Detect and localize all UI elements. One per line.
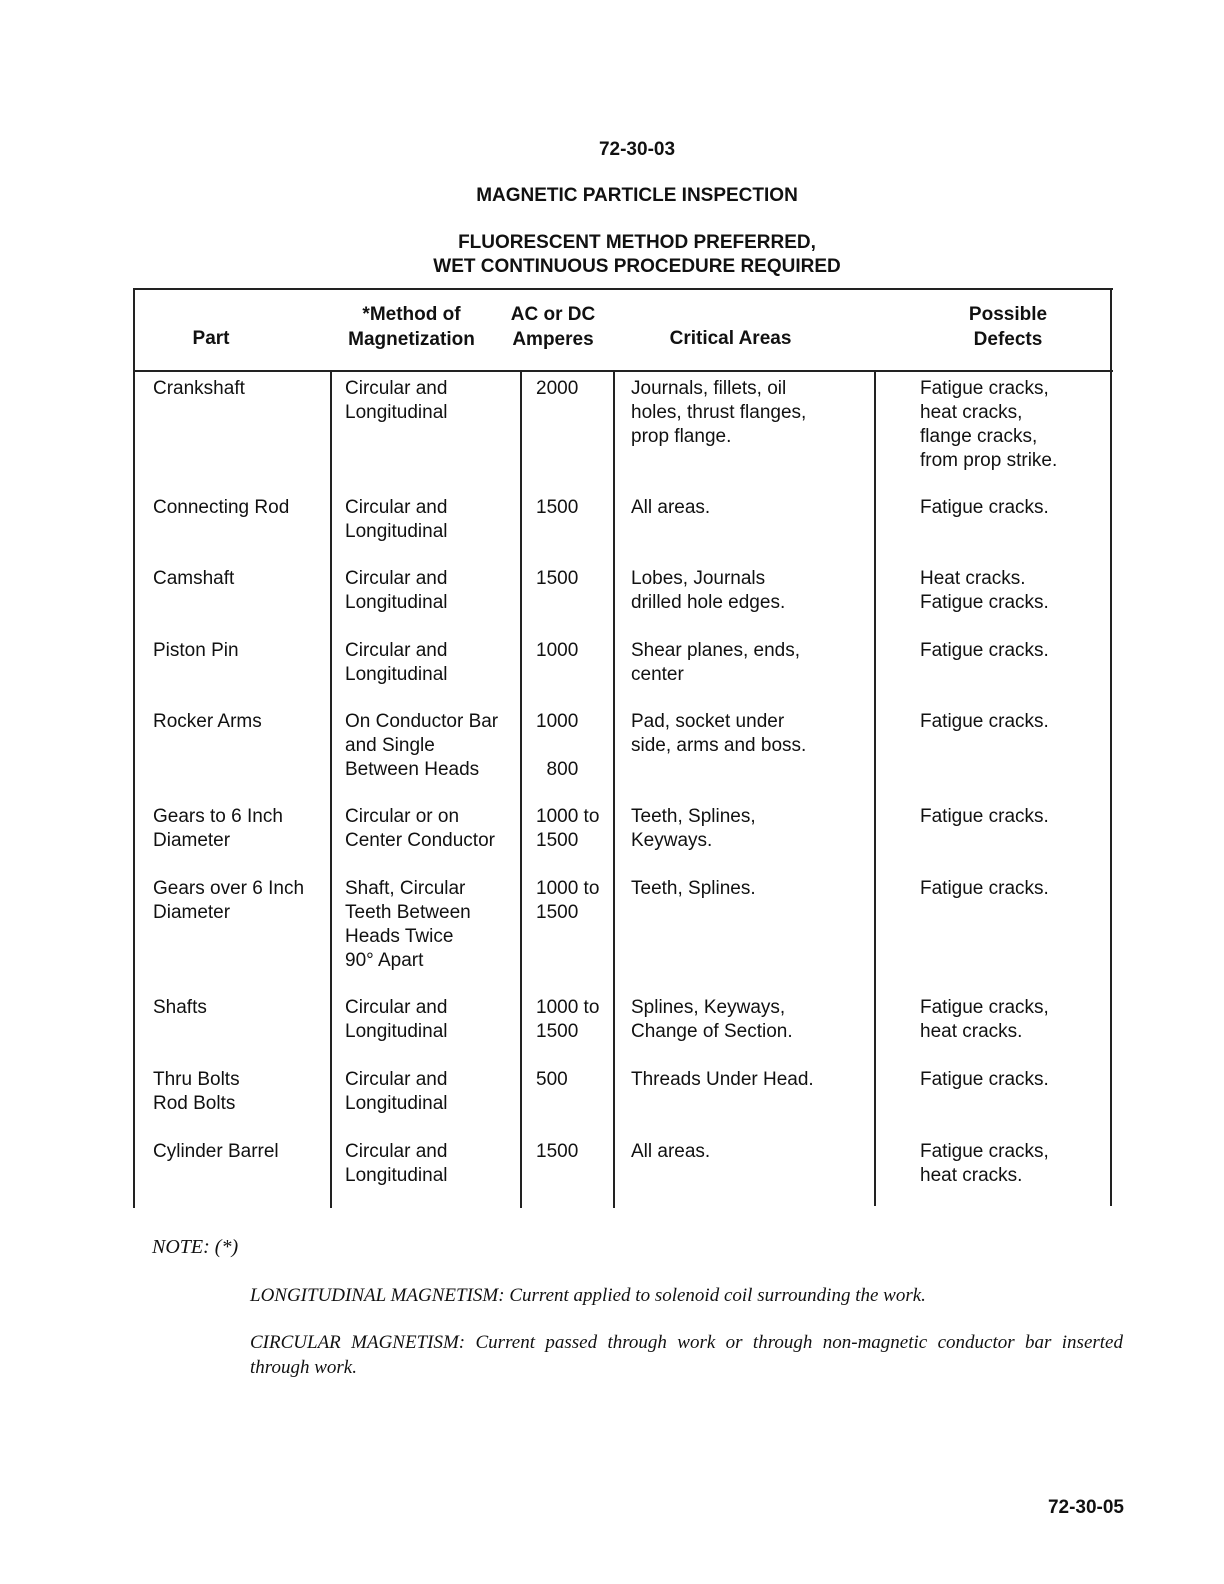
column-divider [520,372,522,1208]
column-divider [613,372,615,1208]
cell-critical-areas: All areas. [631,1141,711,1162]
document-number: 72-30-03 [598,139,676,160]
cell-critical-areas: Splines, Keyways, Change of Section. [631,997,793,1042]
column-header-part: Part [192,328,230,349]
cell-method: Circular and Longitudinal [345,640,448,685]
cell-method: Circular or on Center Conductor [345,806,495,851]
table-left-border [133,288,135,1208]
cell-part: Gears to 6 Inch Diameter [153,806,283,851]
cell-amperes: 1000 800 [536,711,579,780]
column-divider [874,372,876,1206]
cell-critical-areas: Pad, socket under side, arms and boss. [631,711,807,756]
page-title: MAGNETIC PARTICLE INSPECTION [476,185,798,206]
cell-critical-areas: Journals, fillets, oil holes, thrust flanges, prop flange. [631,378,807,447]
cell-possible-defects: Fatigue cracks. [920,878,1049,899]
cell-part: Cylinder Barrel [153,1141,279,1162]
cell-part: Piston Pin [153,640,239,661]
cell-possible-defects: Fatigue cracks. [920,1069,1049,1090]
cell-part: Gears over 6 Inch Diameter [153,878,305,923]
cell-method: Shaft, Circular Teeth Between Heads Twice 90° Apart [345,878,471,971]
column-divider [330,372,332,1208]
cell-amperes: 1000 [536,640,579,661]
cell-critical-areas: Shear planes, ends, center [631,640,801,685]
column-header-amperes: AC or DC Amperes [510,304,596,350]
table-top-rule [133,288,1113,290]
cell-possible-defects: Fatigue cracks. [920,806,1049,827]
cell-possible-defects: Fatigue cracks. [920,711,1049,732]
cell-possible-defects: Fatigue cracks, heat cracks, flange cracks, from prop strike. [920,378,1058,471]
page-number: 72-30-05 [1047,1497,1124,1518]
cell-amperes: 1500 [536,568,579,589]
cell-possible-defects: Fatigue cracks, heat cracks. [920,997,1049,1042]
cell-amperes: 1000 to 1500 [536,806,600,851]
note-longitudinal-magnetism: LONGITUDINAL MAGNETISM: Current applied to solenoid coil surrounding the work. [250,1285,926,1306]
column-header-critical-areas: Critical Areas [669,328,792,349]
cell-part: Thru Bolts Rod Bolts [153,1069,240,1114]
cell-method: Circular and Longitudinal [345,1141,448,1186]
column-header-method: *Method of Magnetization [348,304,475,350]
cell-part: Rocker Arms [153,711,262,732]
cell-possible-defects: Fatigue cracks, heat cracks. [920,1141,1049,1186]
cell-part: Crankshaft [153,378,245,399]
cell-method: Circular and Longitudinal [345,497,448,542]
note-circular-magnetism: CIRCULAR MAGNETISM: Current passed through work or through non-magnetic conductor bar inserted through work. [250,1332,1123,1378]
table-right-border [1110,288,1112,1206]
cell-possible-defects: Fatigue cracks. [920,640,1049,661]
column-header-possible-defects: Possible Defects [968,304,1048,350]
cell-part: Shafts [153,997,207,1018]
cell-method: On Conductor Bar and Single Between Heads [345,711,499,780]
cell-amperes: 2000 [536,378,579,399]
cell-critical-areas: Teeth, Splines. [631,878,756,899]
table-header-rule [133,370,1113,372]
cell-possible-defects: Fatigue cracks. [920,497,1049,518]
cell-critical-areas: All areas. [631,497,711,518]
cell-method: Circular and Longitudinal [345,1069,448,1114]
note-label: NOTE: (*) [152,1236,239,1258]
cell-amperes: 1000 to 1500 [536,878,600,923]
cell-amperes: 1500 [536,497,579,518]
cell-amperes: 500 [536,1069,568,1090]
cell-amperes: 1500 [536,1141,579,1162]
inspection-table [133,288,1113,1208]
subtitle-line-1: FLUORESCENT METHOD PREFERRED, [458,232,816,253]
cell-method: Circular and Longitudinal [345,997,448,1042]
cell-critical-areas: Threads Under Head. [631,1069,814,1090]
cell-method: Circular and Longitudinal [345,378,448,423]
cell-part: Connecting Rod [153,497,290,518]
cell-possible-defects: Heat cracks. Fatigue cracks. [920,568,1049,613]
cell-method: Circular and Longitudinal [345,568,448,613]
subtitle-line-2: WET CONTINUOUS PROCEDURE REQUIRED [433,256,841,277]
cell-critical-areas: Lobes, Journals drilled hole edges. [631,568,786,613]
cell-part: Camshaft [153,568,235,589]
cell-critical-areas: Teeth, Splines, Keyways. [631,806,756,851]
cell-amperes: 1000 to 1500 [536,997,600,1042]
